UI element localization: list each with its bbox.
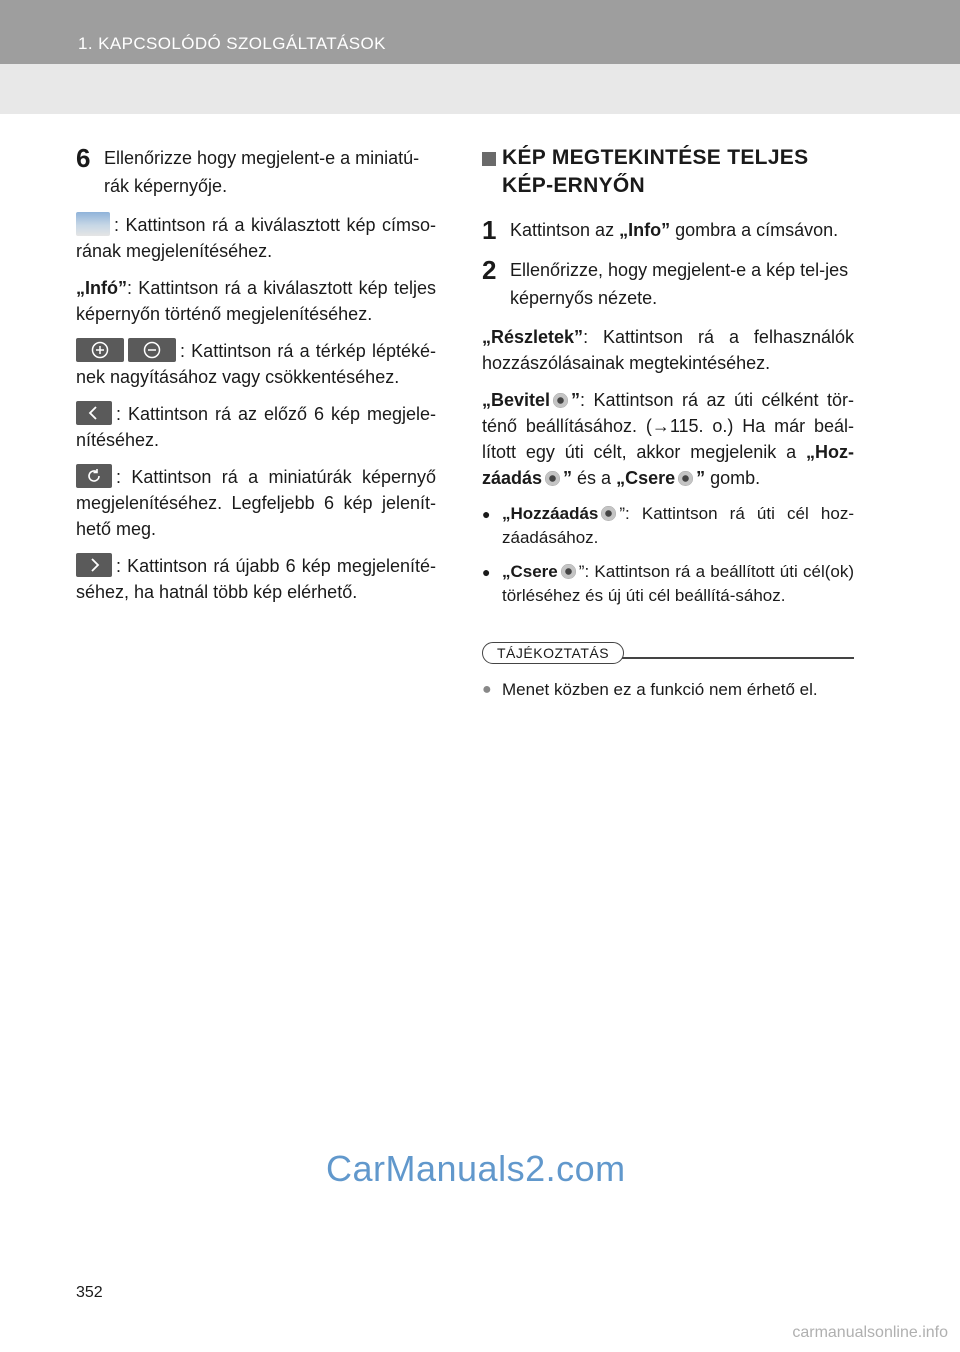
bullet-icon: ● (482, 564, 491, 580)
button-dot-icon (678, 471, 693, 486)
chevron-left-icon (76, 401, 112, 425)
bullet-replace: ● „Csere ”: Kattintson rá a beállított úti cél(ok) törléséhez és új úti cél beállítá-sához. (482, 560, 854, 608)
zoom-in-icon (76, 338, 124, 362)
page-number: 352 (76, 1284, 103, 1301)
refresh-icon (76, 464, 112, 488)
step-text: Ellenőrizze, hogy megjelent-e a kép tel-jes képernyős nézete. (510, 260, 849, 308)
details-paragraph: „Részletek”: Kattintson rá a felhasználók hozzászólásainak megtekintéséhez. (482, 327, 854, 373)
refresh-paragraph: : Kattintson rá a miniatúrák képernyő megjelenítéséhez. Legfeljebb 6 kép jelenít-hető meg. (76, 464, 436, 542)
button-dot-icon (545, 471, 560, 486)
bullet-icon: ● (482, 506, 491, 522)
info-note: ● Menet közben ez a funkció nem érhető el. (482, 678, 854, 702)
step-text: Ellenőrizze hogy megjelent-e a miniatú-rák képernyője. (104, 148, 420, 196)
section-header-title: 1. KAPCSOLÓDÓ SZOLGÁLTATÁSOK (78, 34, 386, 53)
enter-label: „Bevitel (482, 390, 551, 410)
button-dot-icon (553, 393, 568, 408)
step-text: Kattintson az „Info” gombra a címsávon. (510, 220, 839, 240)
thumbnail-paragraph: : Kattintson rá a kiválasztott kép címso-rának megjelenítéséhez. (76, 212, 436, 264)
next-paragraph: : Kattintson rá újabb 6 kép megjeleníté-séhez, ha hatnál több kép elérhető. (76, 553, 436, 605)
info-box-row (482, 618, 854, 678)
step-number: 2 (482, 255, 497, 285)
photo-thumbnail-icon (76, 212, 110, 236)
bullet-add: ● „Hozzáadás ”: Kattintson rá úti cél hoz-záadásához. (482, 502, 854, 550)
step-number: 1 (482, 215, 497, 245)
header-band (0, 0, 960, 64)
chevron-right-icon (76, 553, 112, 577)
section-heading (482, 144, 854, 200)
info-box-title: TÁJÉKOZTATÁS (482, 642, 624, 664)
watermark: CarManuals2.com (326, 1148, 626, 1189)
step-1 (482, 216, 854, 244)
enter-paragraph: „Bevitel ”: Kattintson rá az úti célként tör-ténő beállításához. (→115. o.) Ha már beál-lított egy úti célt, akkor megjelenik a „Hoz-záadás ” és a „Csere ” gomb. (482, 390, 854, 488)
button-dot-icon (561, 564, 576, 579)
right-column (482, 144, 854, 712)
previous-paragraph: : Kattintson rá az előző 6 kép megjele-nítéséhez. (76, 401, 436, 453)
details-label: „Részletek” (482, 327, 584, 347)
step-number: 6 (76, 143, 91, 173)
zoom-out-icon (128, 338, 176, 362)
button-dot-icon (601, 506, 616, 521)
zoom-paragraph: : Kattintson rá a térkép léptéké-nek nagyításához vagy csökkentéséhez. (76, 338, 436, 390)
header-subband (0, 64, 960, 114)
footer-watermark: carmanualsonline.info (792, 1324, 948, 1341)
section-title: KÉP MEGTEKINTÉSE TELJES KÉP-ERNYŐN (502, 146, 809, 197)
left-column (76, 144, 436, 616)
info-paragraph: „Infó”: Kattintson rá a kiválasztott kép teljes képernyőn történő megjelenítéséhez. (76, 278, 436, 324)
step-2 (482, 256, 854, 312)
step-6 (76, 144, 436, 200)
info-label: „Infó” (76, 278, 127, 298)
section-square-icon (482, 152, 496, 166)
gray-bullet-icon: ● (482, 681, 492, 698)
